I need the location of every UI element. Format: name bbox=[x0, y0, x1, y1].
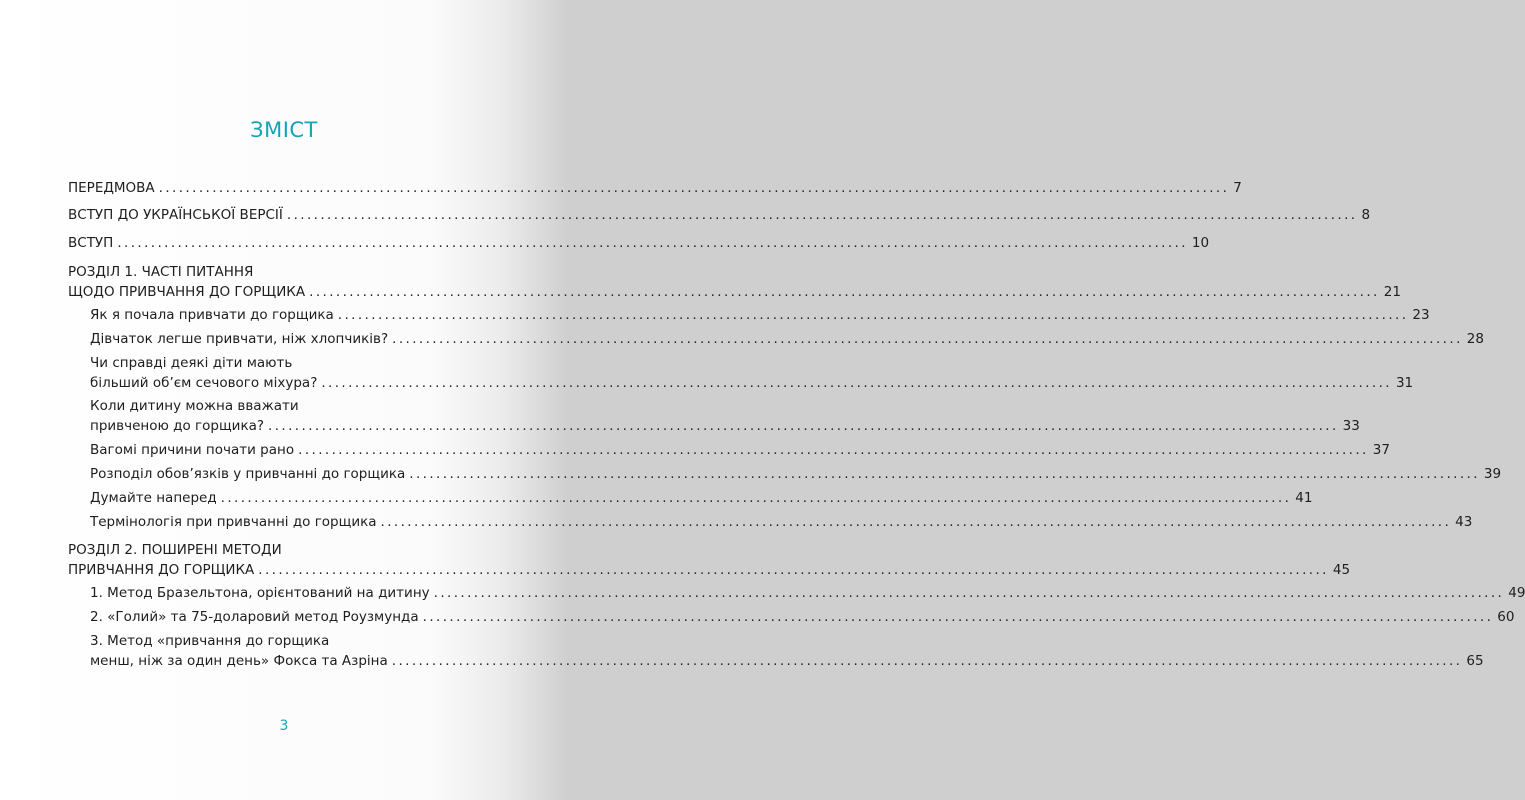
toc-leader-dots: ................................................................................................................................................................ bbox=[298, 442, 1369, 458]
toc-entry-page: 43 bbox=[1455, 514, 1473, 530]
toc-leader-dots: ................................................................................................................................................................ bbox=[158, 180, 1230, 196]
toc-leader-dots: ................................................................................................................................................................ bbox=[220, 490, 1292, 506]
toc-entry-label: ВСТУП bbox=[68, 235, 114, 251]
toc-entry-page: 21 bbox=[1383, 284, 1401, 300]
toc-subentry bbox=[90, 512, 1473, 532]
toc-entry-ukrainian-intro bbox=[68, 205, 1371, 225]
toc-entry-page: 28 bbox=[1466, 331, 1484, 347]
toc-entry-chapter-1 bbox=[68, 262, 1401, 302]
toc-entry-page: 60 bbox=[1497, 609, 1515, 625]
toc-entry-page: 49 bbox=[1508, 585, 1525, 601]
toc-entry-label: 1. Метод Бразельтона, орієнтований на дитину bbox=[90, 585, 430, 601]
page-title: ЗМІСТ bbox=[250, 118, 318, 142]
toc-subentry bbox=[90, 305, 1430, 325]
toc-subentry bbox=[90, 353, 1414, 393]
toc-subentry bbox=[90, 583, 1525, 603]
toc-entry-label: Розподіл обов’язків у привчанні до горщика bbox=[90, 466, 406, 482]
toc-entry-label: Як я почала привчати до горщика bbox=[90, 307, 334, 323]
toc-leader-dots: ................................................................................................................................................................ bbox=[117, 235, 1188, 251]
toc-entry-preface bbox=[68, 178, 1242, 198]
toc-subentry bbox=[90, 396, 1360, 436]
toc-entry-label-line1: Коли дитину можна вважати bbox=[90, 398, 299, 414]
toc-entry-page: 23 bbox=[1412, 307, 1430, 323]
toc-entry-page: 39 bbox=[1483, 466, 1502, 482]
toc-entry-label: Вагомі причини почати рано bbox=[90, 442, 295, 458]
toc-entry-label: Думайте наперед bbox=[90, 490, 217, 506]
toc-leader-dots: ................................................................................................................................................................ bbox=[258, 562, 1329, 578]
toc-entry-page: 65 bbox=[1466, 653, 1484, 669]
toc-entry-label: Дівчаток легше привчати, ніж хлопчиків? bbox=[90, 331, 389, 347]
toc-leader-dots: ................................................................................................................................................................ bbox=[422, 609, 1494, 625]
toc-entry-page: 33 bbox=[1342, 418, 1360, 434]
toc-entry-label: ПЕРЕДМОВА bbox=[68, 180, 155, 196]
toc-entry-chapter-2 bbox=[68, 540, 1351, 580]
toc-entry-page: 7 bbox=[1233, 180, 1242, 196]
toc-entry-intro bbox=[68, 233, 1210, 253]
toc-entry-label: ЩОДО ПРИВЧАННЯ ДО ГОРЩИКА bbox=[68, 284, 306, 300]
toc-subentry bbox=[90, 488, 1313, 508]
toc-subentry bbox=[90, 329, 1484, 349]
toc-leader-dots: ................................................................................................................................................................ bbox=[309, 284, 1380, 300]
toc-entry-label: Термінологія при привчанні до горщика bbox=[90, 514, 377, 530]
toc-leader-dots: ................................................................................................................................................................ bbox=[380, 514, 1452, 530]
toc-entry-page: 10 bbox=[1191, 235, 1210, 251]
toc-subentry bbox=[90, 440, 1390, 460]
toc-leader-dots: ................................................................................................................................................................ bbox=[409, 466, 1480, 482]
toc-entry-page: 8 bbox=[1361, 207, 1371, 223]
toc-leader-dots: ................................................................................................................................................................ bbox=[321, 375, 1392, 391]
toc-leader-dots: ................................................................................................................................................................ bbox=[392, 331, 1463, 347]
toc-leader-dots: ................................................................................................................................................................ bbox=[337, 307, 1409, 323]
toc-entry-label-line1: 3. Метод «привчання до горщика bbox=[90, 633, 330, 649]
toc-subentry bbox=[90, 631, 1484, 671]
toc-entry-label: 2. «Голий» та 75-доларовий метод Роузмунда bbox=[90, 609, 419, 625]
toc-entry-label-line1: РОЗДІЛ 2. ПОШИРЕНІ МЕТОДИ bbox=[68, 542, 282, 558]
toc-leader-dots: ................................................................................................................................................................ bbox=[268, 418, 1339, 434]
toc-subentry bbox=[90, 607, 1515, 627]
toc-entry-label-line1: РОЗДІЛ 1. ЧАСТІ ПИТАННЯ bbox=[68, 264, 254, 280]
toc-leader-dots: ................................................................................................................................................................ bbox=[391, 653, 1463, 669]
toc-entry-page: 45 bbox=[1332, 562, 1351, 578]
page-number: 3 bbox=[279, 718, 289, 734]
toc-entry-label-line1: Чи справді деякі діти мають bbox=[90, 355, 293, 371]
toc-entry-label: привченою до горщика? bbox=[90, 418, 265, 434]
toc-entry-label: ВСТУП ДО УКРАЇНСЬКОЇ ВЕРСІЇ bbox=[68, 207, 283, 223]
toc-subentry bbox=[90, 464, 1502, 484]
toc-entry-page: 37 bbox=[1372, 442, 1390, 458]
toc-entry-label: менш, ніж за один день» Фокса та Азріна bbox=[90, 653, 388, 669]
toc-entry-page: 41 bbox=[1295, 490, 1313, 506]
toc-leader-dots: ................................................................................................................................................................ bbox=[433, 585, 1505, 601]
toc-leader-dots: ................................................................................................................................................................ bbox=[286, 207, 1358, 223]
toc-entry-label: ПРИВЧАННЯ ДО ГОРЩИКА bbox=[68, 562, 255, 578]
toc-entry-label: більший об’єм сечового міхура? bbox=[90, 375, 318, 391]
toc-entry-page: 31 bbox=[1395, 375, 1414, 391]
